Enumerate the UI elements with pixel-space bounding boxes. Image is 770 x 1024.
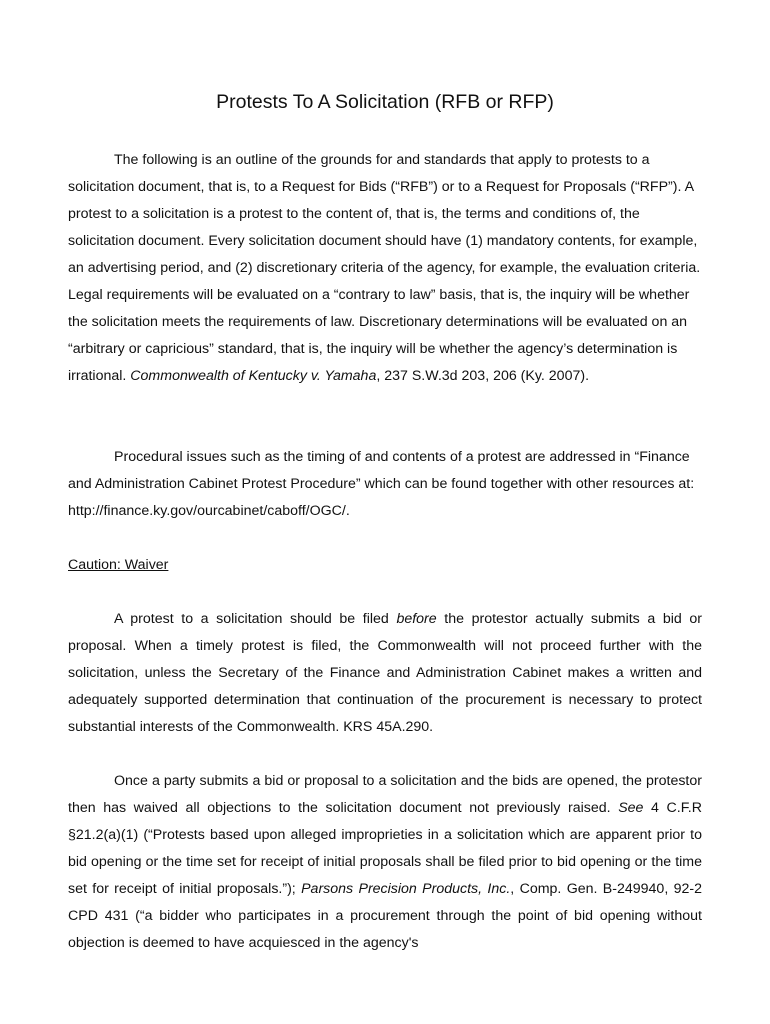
case-name-parsons: Parsons Precision Products, Inc. xyxy=(301,881,511,897)
paragraph-waiver xyxy=(68,768,702,957)
signal-see: See xyxy=(618,800,644,816)
paragraph-outline-text: The following is an outline of the grounds for and standards that apply to protests to a solicitation document, that is, to a Request for Bids (“RFB”) or to a Request for Proposals (“RFP”). A protest to a solicitation is a protest to the content of, that is, the terms and conditions of, the solicitation document. Every solicitation document should have (1) mandatory contents, for example, an advertising period, and (2) discretionary criteria of the agency, for example, the evaluation criteria. Legal requirements will be evaluated on a “contrary to law” basis, that is, the inquiry will be whether the solicitation meets the requirements of law. Discretionary determinations will be evaluated on an “arbitrary or capricious” standard, that is, the inquiry will be whether the agency’s determination is irrational. xyxy=(68,152,701,384)
page-title: Protests To A Solicitation (RFB or RFP) xyxy=(216,91,554,113)
paragraph-outline xyxy=(68,147,702,390)
protest-timing-text-b: the protestor actually submits a bid or proposal. When a timely protest is filed, the Commonwealth will not proceed further with the solicitation, unless the Secretary of the Finance and Administration Cabinet makes a written and adequately supported determination that continuation of the procurement is necessary to protect substantial interests of the Commonwealth. KRS 45A.290. xyxy=(68,611,702,735)
waiver-text-c: , Comp. Gen. B-249940, 92-2 CPD 431 (“a bidder who participates in a procurement through the point of bid opening without objection is deemed to have acquiesced in the agency's xyxy=(68,881,702,951)
citation-yamaha: , 237 S.W.3d 203, 206 (Ky. 2007). xyxy=(376,368,590,384)
case-name-yamaha: Commonwealth of Kentucky v. Yamaha xyxy=(130,368,377,384)
heading-caution-waiver: Caution: Waiver xyxy=(68,557,169,573)
paragraph-protest-timing xyxy=(68,606,702,741)
protest-timing-text-a: A protest to a solicitation should be filed xyxy=(114,611,397,627)
emphasis-before: before xyxy=(396,611,437,627)
paragraph-procedural: Procedural issues such as the timing of and contents of a protest are addressed in “Finance and Administration Cabinet Protest Procedure” which can be found together with other resources at: http://finance.ky.gov/ourcabinet/caboff/OGC/. xyxy=(68,449,695,519)
waiver-text-a: Once a party submits a bid or proposal to a solicitation and the bids are opened, the protestor then has waived all objections to the solicitation document not previously raised. xyxy=(68,773,702,816)
waiver-text-b: 4 C.F.R §21.2(a)(1) (“Protests based upon alleged improprieties in a solicitation which are apparent prior to bid opening or the time set for receipt of initial proposals shall be filed prior to bid opening or the time set for receipt of initial proposals.”); xyxy=(68,800,702,897)
